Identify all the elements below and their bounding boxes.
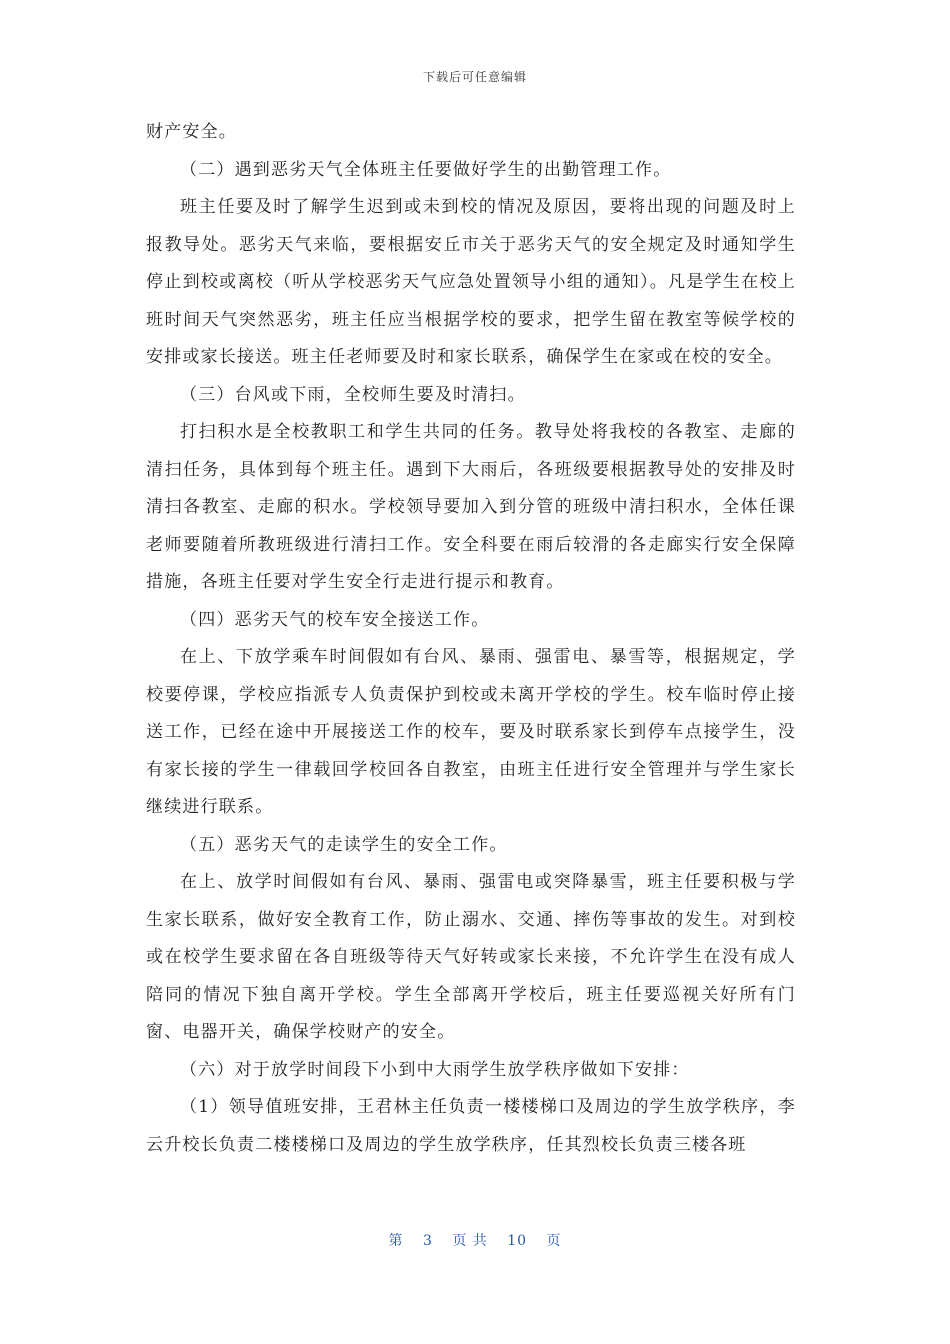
footer-middle: 页 共 <box>452 1233 488 1249</box>
page-header: 下载后可任意编辑 <box>422 70 527 84</box>
section-heading: （五）恶劣天气的走读学生的安全工作。 <box>180 834 508 855</box>
total-pages-number: 10 <box>507 1233 528 1249</box>
section-heading: （四）恶劣天气的校车安全接送工作。 <box>180 609 490 630</box>
section-heading: （三）台风或下雨，全校师生要及时清扫。 <box>180 384 526 405</box>
footer-prefix: 第 <box>388 1233 404 1249</box>
section-heading: （二）遇到恶劣天气全体班主任要做好学生的出勤管理工作。 <box>180 159 672 180</box>
document-body <box>146 114 796 1164</box>
page-footer <box>0 1230 950 1250</box>
current-page-number: 3 <box>422 1233 433 1249</box>
paragraph: 班主任要及时了解学生迟到或未到校的情况及原因，要将出现的问题及时上报教导处。恶劣天气来临，要根据安丘市关于恶劣天气的安全规定及时通知学生停止到校或离校（听从学校恶劣天气应急处置领导小组的通知）。凡是学生在校上班时间天气突然恶劣，班主任应当根据学校的要求，把学生留在教室等候学校的安排或家长接送。班主任老师要及时和家长联系，确保学生在家或在校的安全。 <box>146 197 796 367</box>
paragraph: （1）领导值班安排，王君林主任负责一楼楼梯口及周边的学生放学秩序，李云升校长负责二楼楼梯口及周边的学生放学秩序，任其烈校长负责三楼各班 <box>146 1097 796 1155</box>
paragraph: 打扫积水是全校教职工和学生共同的任务。教导处将我校的各教室、走廊的清扫任务，具体到每个班主任。遇到下大雨后，各班级要根据教导处的安排及时清扫各教室、走廊的积水。学校领导要加入到分管的班级中清扫积水，全体任课老师要随着所教班级进行清扫工作。安全科要在雨后较滑的各走廊实行安全保障措施，各班主任要对学生安全行走进行提示和教育。 <box>146 422 796 592</box>
paragraph: 财产安全。 <box>146 122 237 142</box>
section-heading: （六）对于放学时间段下小到中大雨学生放学秩序做如下安排： <box>180 1059 690 1080</box>
footer-suffix: 页 <box>546 1233 562 1249</box>
paragraph: 在上、下放学乘车时间假如有台风、暴雨、强雷电、暴雪等，根据规定，学校要停课，学校应指派专人负责保护到校或未离开学校的学生。校车临时停止接送工作，已经在途中开展接送工作的校车，要及时联系家长到停车点接学生，没有家长接的学生一律载回学校回各自教室，由班主任进行安全管理并与学生家长继续进行联系。 <box>146 647 796 817</box>
paragraph: 在上、放学时间假如有台风、暴雨、强雷电或突降暴雪，班主任要积极与学生家长联系，做好安全教育工作，防止溺水、交通、摔伤等事故的发生。对到校或在校学生要求留在各自班级等待天气好转或家长来接，不允许学生在没有成人陪同的情况下独自离开学校。学生全部离开学校后，班主任要巡视关好所有门窗、电器开关，确保学校财产的安全。 <box>146 872 796 1042</box>
